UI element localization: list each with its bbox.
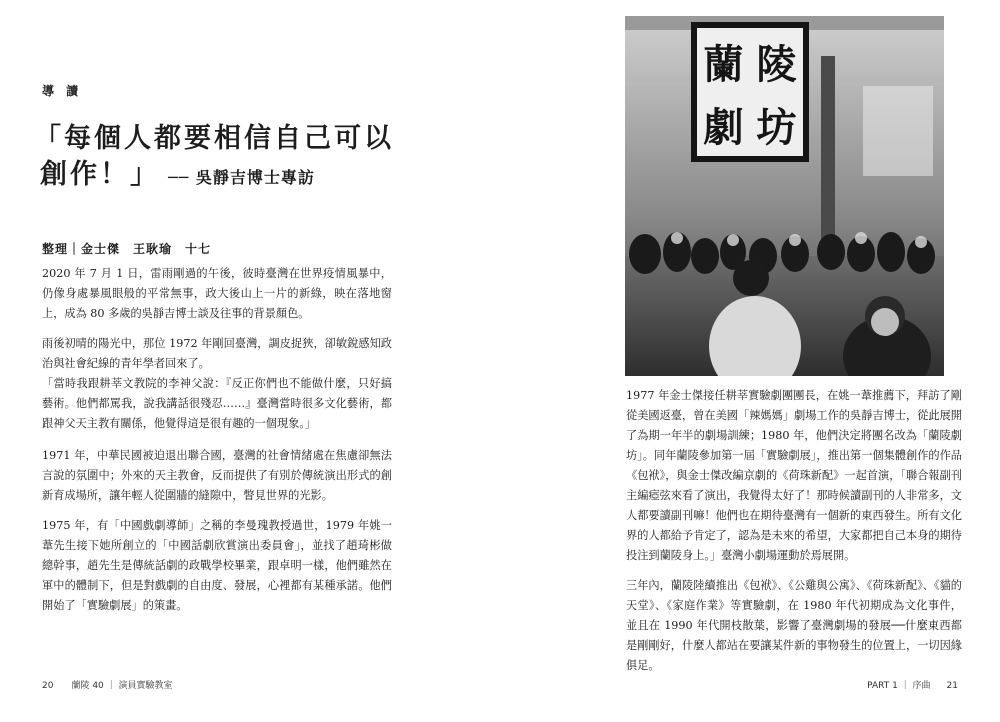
paragraph: 1971 年，中華民國被迫退出聯合國，臺灣的社會情緒處在焦慮卻無法言說的氛圍中；外來的天主教會，反而提供了有別於傳統演出形式的創新育成場所，讓年輕人從圍牆的縫隙中，瞥見世界的光影。 — [42, 449, 392, 502]
article-subtitle: ── 吳靜吉博士專訪 — [168, 168, 315, 187]
article-title-line2: 創作！」 — [40, 159, 160, 190]
credits-line: 整理｜金士傑 王耿瑜 十七 — [42, 242, 212, 256]
section-label: 導 讀 — [42, 84, 83, 98]
photo-sign-text — [697, 30, 803, 156]
paragraph: 雨後初晴的陽光中，那位 1972 年剛回臺灣，調皮捉狹，卻敏銳感知政治與社會紀線的青年學者回來了。 — [42, 337, 392, 370]
left-body-text — [42, 264, 392, 626]
paragraph: 1977 年金士傑接任耕莘實驗劇團團長，在姚一葦推薦下，拜訪了剛從美國返臺，曾在美國「辣媽媽」劇場工作的吳靜吉博士，從此展開了為期一年半的劇場訓練；1980 年，他們決定將團名改為「蘭陵劇坊」。同年蘭陵參加第一屆「實驗劇展」，推出第一個集體創作的作品《包袱》，與金士傑改編京劇的《荷珠新配》一起首演，「聯合報副刊主編瘂弦來看了演出，我覺得太好了！那時候讀副刊的人非常多，文人都要讀副刊嘛！他們也在期待臺灣有一個新的東西發生。所有文化界的人都給予肯定了，認為是未來的希望，大家都把自己本身的期待投注到蘭陵身上。」臺灣小劇場運動於焉展開。 — [626, 389, 962, 562]
right-body-text — [626, 386, 962, 686]
rehearsal-photo — [625, 16, 944, 376]
page-number: 21 — [946, 681, 958, 691]
sign-char: 陵 — [756, 41, 797, 88]
paragraph: 1975 年，有「中國戲劇導師」之稱的李曼瑰教授過世，1979 年姚一葦先生接下她所創立的「中國話劇欣賞演出委員會」，並找了趙琦彬做總幹事，趙先生是傳統話劇的政戰學校畢業，跟卓明一樣，他們雖然在軍中的體制下，但是對戲劇的自由度、發展，心裡都有某種承諾。他們開始了「實驗劇展」的策畫。 — [42, 519, 392, 612]
article-title: 「每個人都要相信自己可以 — [34, 123, 394, 154]
quote-paragraph: 「當時我跟耕莘文教院的李神父說：『反正你們也不能做什麼，只好搞藝術。他們都罵我，說我講話很殘忍……』臺灣當時很多文化藝術，都跟神父天主教有關係，他覺得這是很有趣的一個現象。」 — [42, 377, 392, 430]
footer-left — [42, 678, 173, 691]
running-footer: 蘭陵 40 ｜ 演員實驗教室 — [71, 681, 173, 691]
sign-char: 坊 — [756, 104, 797, 151]
running-footer: PART 1 ｜ 序曲 — [867, 681, 931, 691]
sign-char: 劇 — [703, 104, 744, 151]
page-number: 20 — [42, 681, 54, 691]
article-title-continued — [40, 152, 315, 191]
sign-char: 蘭 — [703, 41, 744, 88]
paragraph: 2020 年 7 月 1 日，雷雨剛過的午後，彼時臺灣在世界疫情風暴中，仍像身處暴風眼般的平常無事，政大後山上一片的新綠，映在落地窗上，成為 80 多歲的吳靜吉博士談及往事的背景顏色。 — [42, 267, 392, 320]
footer-right — [867, 678, 958, 691]
paragraph: 三年內，蘭陵陸續推出《包袱》、《公雞與公寓》、《荷珠新配》、《貓的天堂》、《家庭作業》等實驗劇，在 1980 年代初期成為文化事件，並且在 1990 年代開枝散葉，影響了臺灣劇場的發展──什麼東西都是剛剛好，什麼人都站在要讓某件新的事物發生的位置上，一切因緣俱足。 — [626, 579, 962, 672]
